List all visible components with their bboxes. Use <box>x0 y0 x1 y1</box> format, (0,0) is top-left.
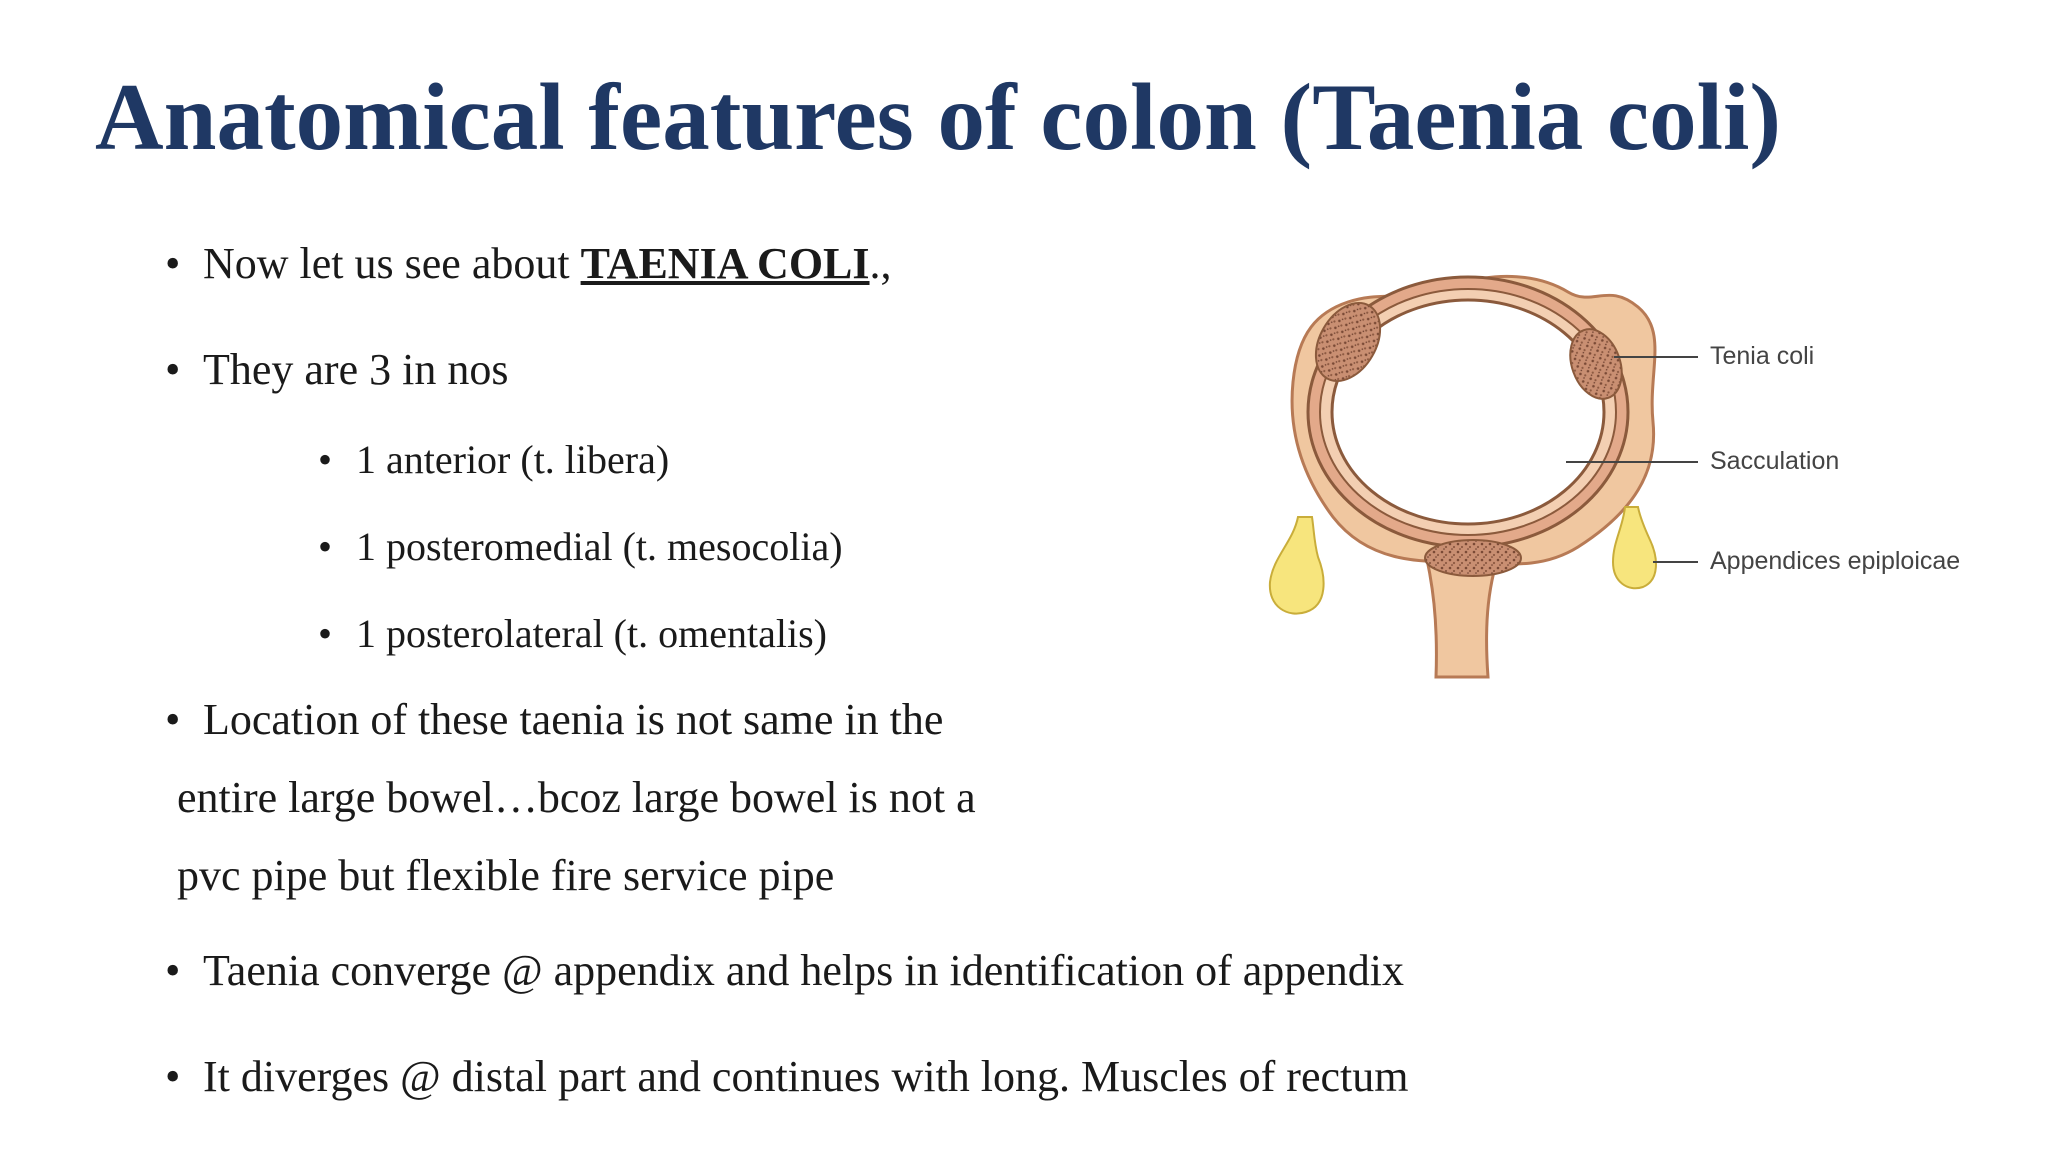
sub-bullet-2-text: 1 posteromedial (t. mesocolia) <box>356 524 843 569</box>
label-sacculation: Sacculation <box>1710 447 1840 475</box>
bullet-3 <box>165 694 943 745</box>
bullet-dot: • <box>165 946 181 995</box>
bullet-dot: • <box>318 524 333 569</box>
bullet-3-line-2: entire large bowel…bcoz large bowel is not a <box>177 773 976 822</box>
bullet-2 <box>165 344 508 395</box>
slide-title: Anatomical features of colon (Taenia coli) <box>95 64 1782 170</box>
colon-cross-section-diagram <box>1248 262 1988 702</box>
sub-bullet-3 <box>318 610 827 657</box>
bullet-1-suffix: ., <box>869 239 892 288</box>
sub-bullet-3-text: 1 posterolateral (t. omentalis) <box>356 611 827 656</box>
colon-cross-section-illustration <box>1248 262 1988 702</box>
taenia-bottom <box>1425 540 1521 576</box>
bullet-3-line-3: pvc pipe but flexible fire service pipe <box>177 851 835 900</box>
bullet-4-text: Taenia converge @ appendix and helps in identification of appendix <box>203 946 1405 995</box>
taenia-coli-emphasis: TAENIA COLI <box>580 239 870 288</box>
bullet-5 <box>165 1051 1408 1102</box>
bullet-4 <box>165 945 1404 996</box>
label-appendices-epiploicae: Appendices epiploicae <box>1710 547 1961 575</box>
sub-bullet-2 <box>318 523 843 570</box>
bullet-1-prefix: Now let us see about <box>203 239 581 288</box>
appendix-epiploica-right <box>1613 507 1656 588</box>
bullet-dot: • <box>165 1052 181 1101</box>
bullet-dot: • <box>165 345 181 394</box>
label-tenia-coli: Tenia coli <box>1710 342 1815 370</box>
bullet-dot: • <box>318 437 333 482</box>
bullet-3-line-1: Location of these taenia is not same in the <box>203 695 944 744</box>
bullet-dot: • <box>165 695 181 744</box>
bullet-dot: • <box>318 611 333 656</box>
appendix-epiploica-left <box>1270 517 1324 614</box>
bullet-dot: • <box>165 239 181 288</box>
bullet-1 <box>165 238 892 289</box>
sub-bullet-1 <box>318 436 669 483</box>
sub-bullet-1-text: 1 anterior (t. libera) <box>356 437 670 482</box>
bullet-5-text: It diverges @ distal part and continues with long. Muscles of rectum <box>203 1052 1409 1101</box>
bullet-2-text: They are 3 in nos <box>203 345 509 394</box>
